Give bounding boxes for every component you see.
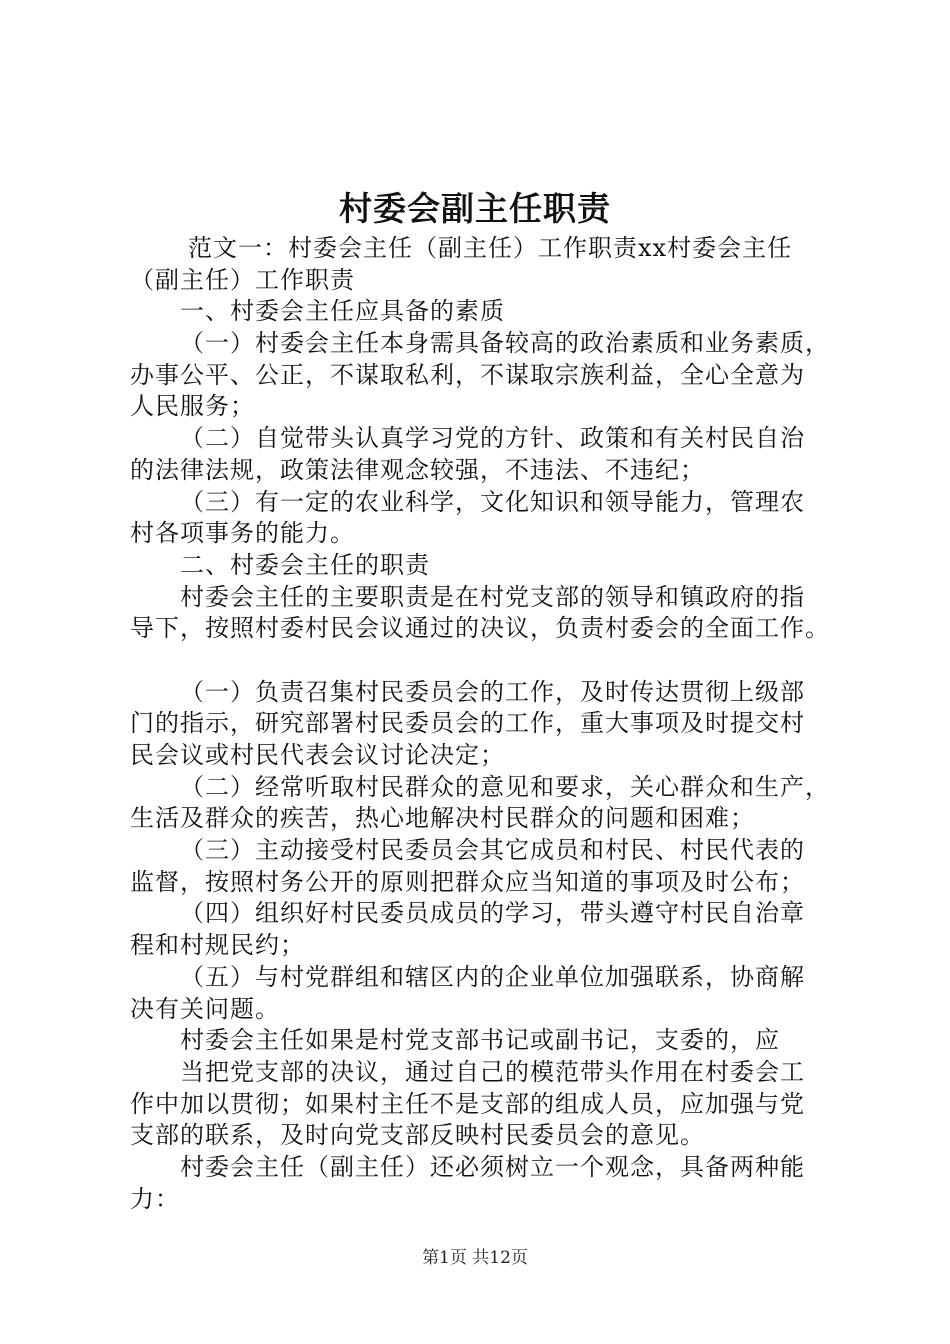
text-line: 导下，按照村委村民会议通过的决议，负责村委会的全面工作。 xyxy=(130,614,830,643)
page-number: 第1页 共12页 xyxy=(422,1248,528,1268)
text-line: （一）村委会主任本身需具备较高的政治素质和业务素质， xyxy=(180,329,830,358)
text-line: 生活及群众的疾苦，热心地解决村民群众的问题和困难； xyxy=(130,804,755,833)
blank-line xyxy=(130,645,850,677)
text-line: 支部的联系，及时向党支部反映村民委员会的意见。 xyxy=(130,1121,705,1150)
text-line: 人民服务； xyxy=(130,392,255,421)
section-heading: 二、村委会主任的职责 xyxy=(180,550,430,579)
text-line: （二）经常听取村民群众的意见和要求，关心群众和生产， xyxy=(180,772,830,801)
text-line: （五）与村党群组和辖区内的企业单位加强联系，协商解 xyxy=(180,962,805,991)
text-line: 力： xyxy=(130,1184,180,1213)
text-line: 村委会主任（副主任）还必须树立一个观念，具备两种能 xyxy=(180,1152,805,1181)
text-line: 村委会主任的主要职责是在村党支部的领导和镇政府的指 xyxy=(180,582,805,611)
text-line: 范文一：村委会主任（副主任）工作职责xx村委会主任 xyxy=(188,234,793,262)
text-line: 办事公平、公正，不谋取私利，不谋取宗族利益，全心全意为 xyxy=(130,360,805,389)
text-line: （二）自觉带头认真学习党的方针、政策和有关村民自治 xyxy=(180,424,805,453)
text-line: 当把党支部的决议，通过自己的模范带头作用在村委会工 xyxy=(180,1057,805,1086)
text-line: 的法律法规，政策法律观念较强，不违法、不违纪； xyxy=(130,455,705,484)
text-line: （一）负责召集村民委员会的工作，及时传达贯彻上级部 xyxy=(180,677,805,706)
text-line: （三）主动接受村民委员会其它成员和村民、村民代表的 xyxy=(180,836,805,865)
text-line: 门的指示，研究部署村民委员会的工作，重大事项及时提交村 xyxy=(130,709,805,738)
text-line: （副主任）工作职责 xyxy=(130,265,355,294)
text-line: 作中加以贯彻；如果村主任不是支部的组成人员，应加强与党 xyxy=(130,1089,805,1118)
text-line: （三）有一定的农业科学，文化知识和领导能力，管理农 xyxy=(180,487,805,516)
text-line: （四）组织好村民委员成员的学习，带头遵守村民自治章 xyxy=(180,899,805,928)
text-line: 决有关问题。 xyxy=(130,994,280,1023)
text-line: 民会议或村民代表会议讨论决定； xyxy=(130,741,505,769)
text-line: 村委会主任如果是村党支部书记或副书记，支委的，应 xyxy=(180,1026,780,1055)
document-body xyxy=(130,233,850,1215)
document-title: 村委会副主任职责 xyxy=(339,189,611,228)
text-line: 程和村规民约； xyxy=(130,931,305,960)
section-heading: 一、村委会主任应具备的素质 xyxy=(180,297,505,326)
text-line: 村各项事务的能力。 xyxy=(130,519,355,548)
text-line: 监督，按照村务公开的原则把群众应当知道的事项及时公布； xyxy=(130,867,805,896)
